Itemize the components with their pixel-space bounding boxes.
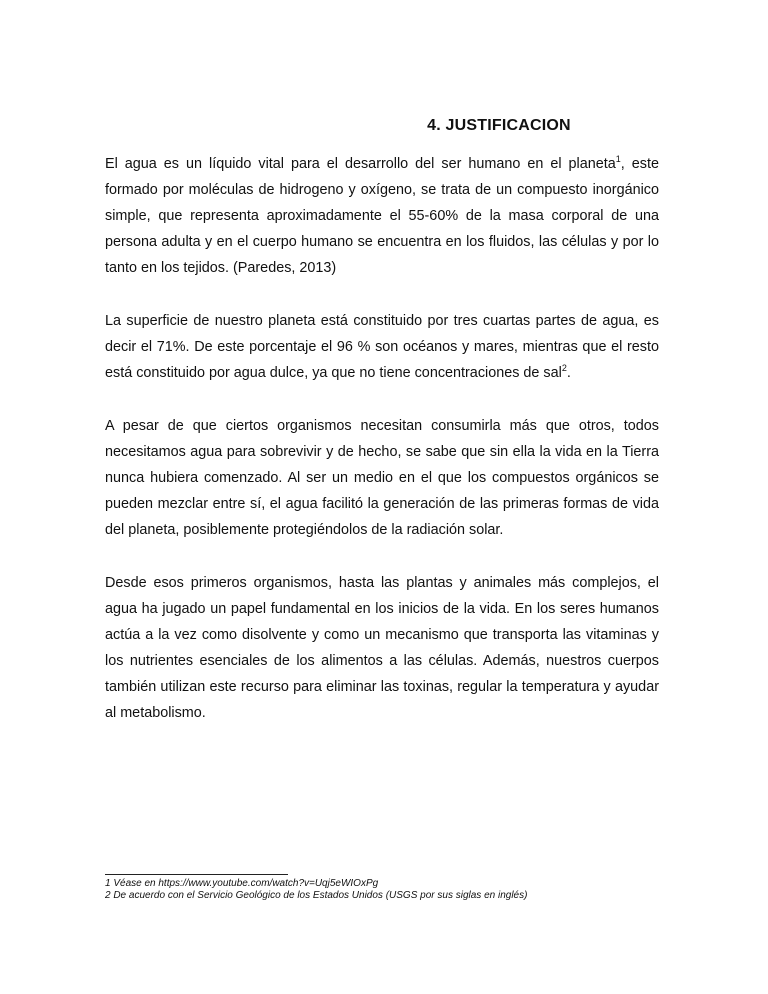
paragraph-3	[105, 413, 659, 543]
footnote-separator	[105, 874, 288, 875]
paragraph-1-text-cont: , este formado por moléculas de hidrogeno y oxígeno, se trata de un compuesto inorgánico simple, que representa aproximadamente el 55-60% de la masa corporal de una persona adulta y en el cuerpo humano se encuentra en los fluidos, las células y por lo tanto en los tejidos. (Paredes, 2013)	[105, 156, 659, 276]
paragraph-2-text: La superficie de nuestro planeta está constituido por tres cuartas partes de agua, es decir el 71%. De este porcentaje el 96 % son océanos y mares, mientras que el resto está constituido por agua dulce, ya que no tiene concentraciones de sal	[105, 313, 659, 381]
footnote-ref-1: 1	[615, 154, 621, 164]
footnote-ref-2: 2	[561, 363, 567, 373]
paragraph-2	[105, 308, 659, 386]
footnotes	[105, 874, 665, 902]
paragraph-1	[105, 151, 659, 281]
body-text	[105, 151, 659, 753]
paragraph-4-text: Desde esos primeros organismos, hasta las plantas y animales más complejos, el agua ha jugado un papel fundamental en los inicios de la vida. En los seres humanos actúa a la vez como disolvente y como un mecanismo que transporta las vitaminas y los nutrientes esenciales de los alimentos a las células. Además, nuestros cuerpos también utilizan este recurso para eliminar las toxinas, regular la temperatura y ayudar al metabolismo.	[105, 575, 659, 721]
paragraph-3-text: A pesar de que ciertos organismos necesitan consumirla más que otros, todos necesitamos agua para sobrevivir y de hecho, se sabe que sin ella la vida en la Tierra nunca hubiera comenzado. Al ser un medio en el que los compuestos orgánicos se pueden mezclar entre sí, el agua facilitó la generación de las primeras formas de vida del planeta, posiblemente protegiéndolos de la radiación solar.	[105, 418, 659, 538]
footnote-2: 2 De acuerdo con el Servicio Geológico de los Estados Unidos (USGS por sus siglas en inglés)	[105, 890, 528, 901]
paragraph-1-text: El agua es un líquido vital para el desarrollo del ser humano en el planeta	[105, 156, 616, 172]
paragraph-4	[105, 570, 659, 726]
section-title: 4. JUSTIFICACION	[427, 117, 571, 134]
paragraph-2-text-cont: .	[566, 365, 571, 381]
footnote-1: 1 Véase en https://www.youtube.com/watch?v=Uqj5eWIOxPg	[105, 878, 379, 889]
